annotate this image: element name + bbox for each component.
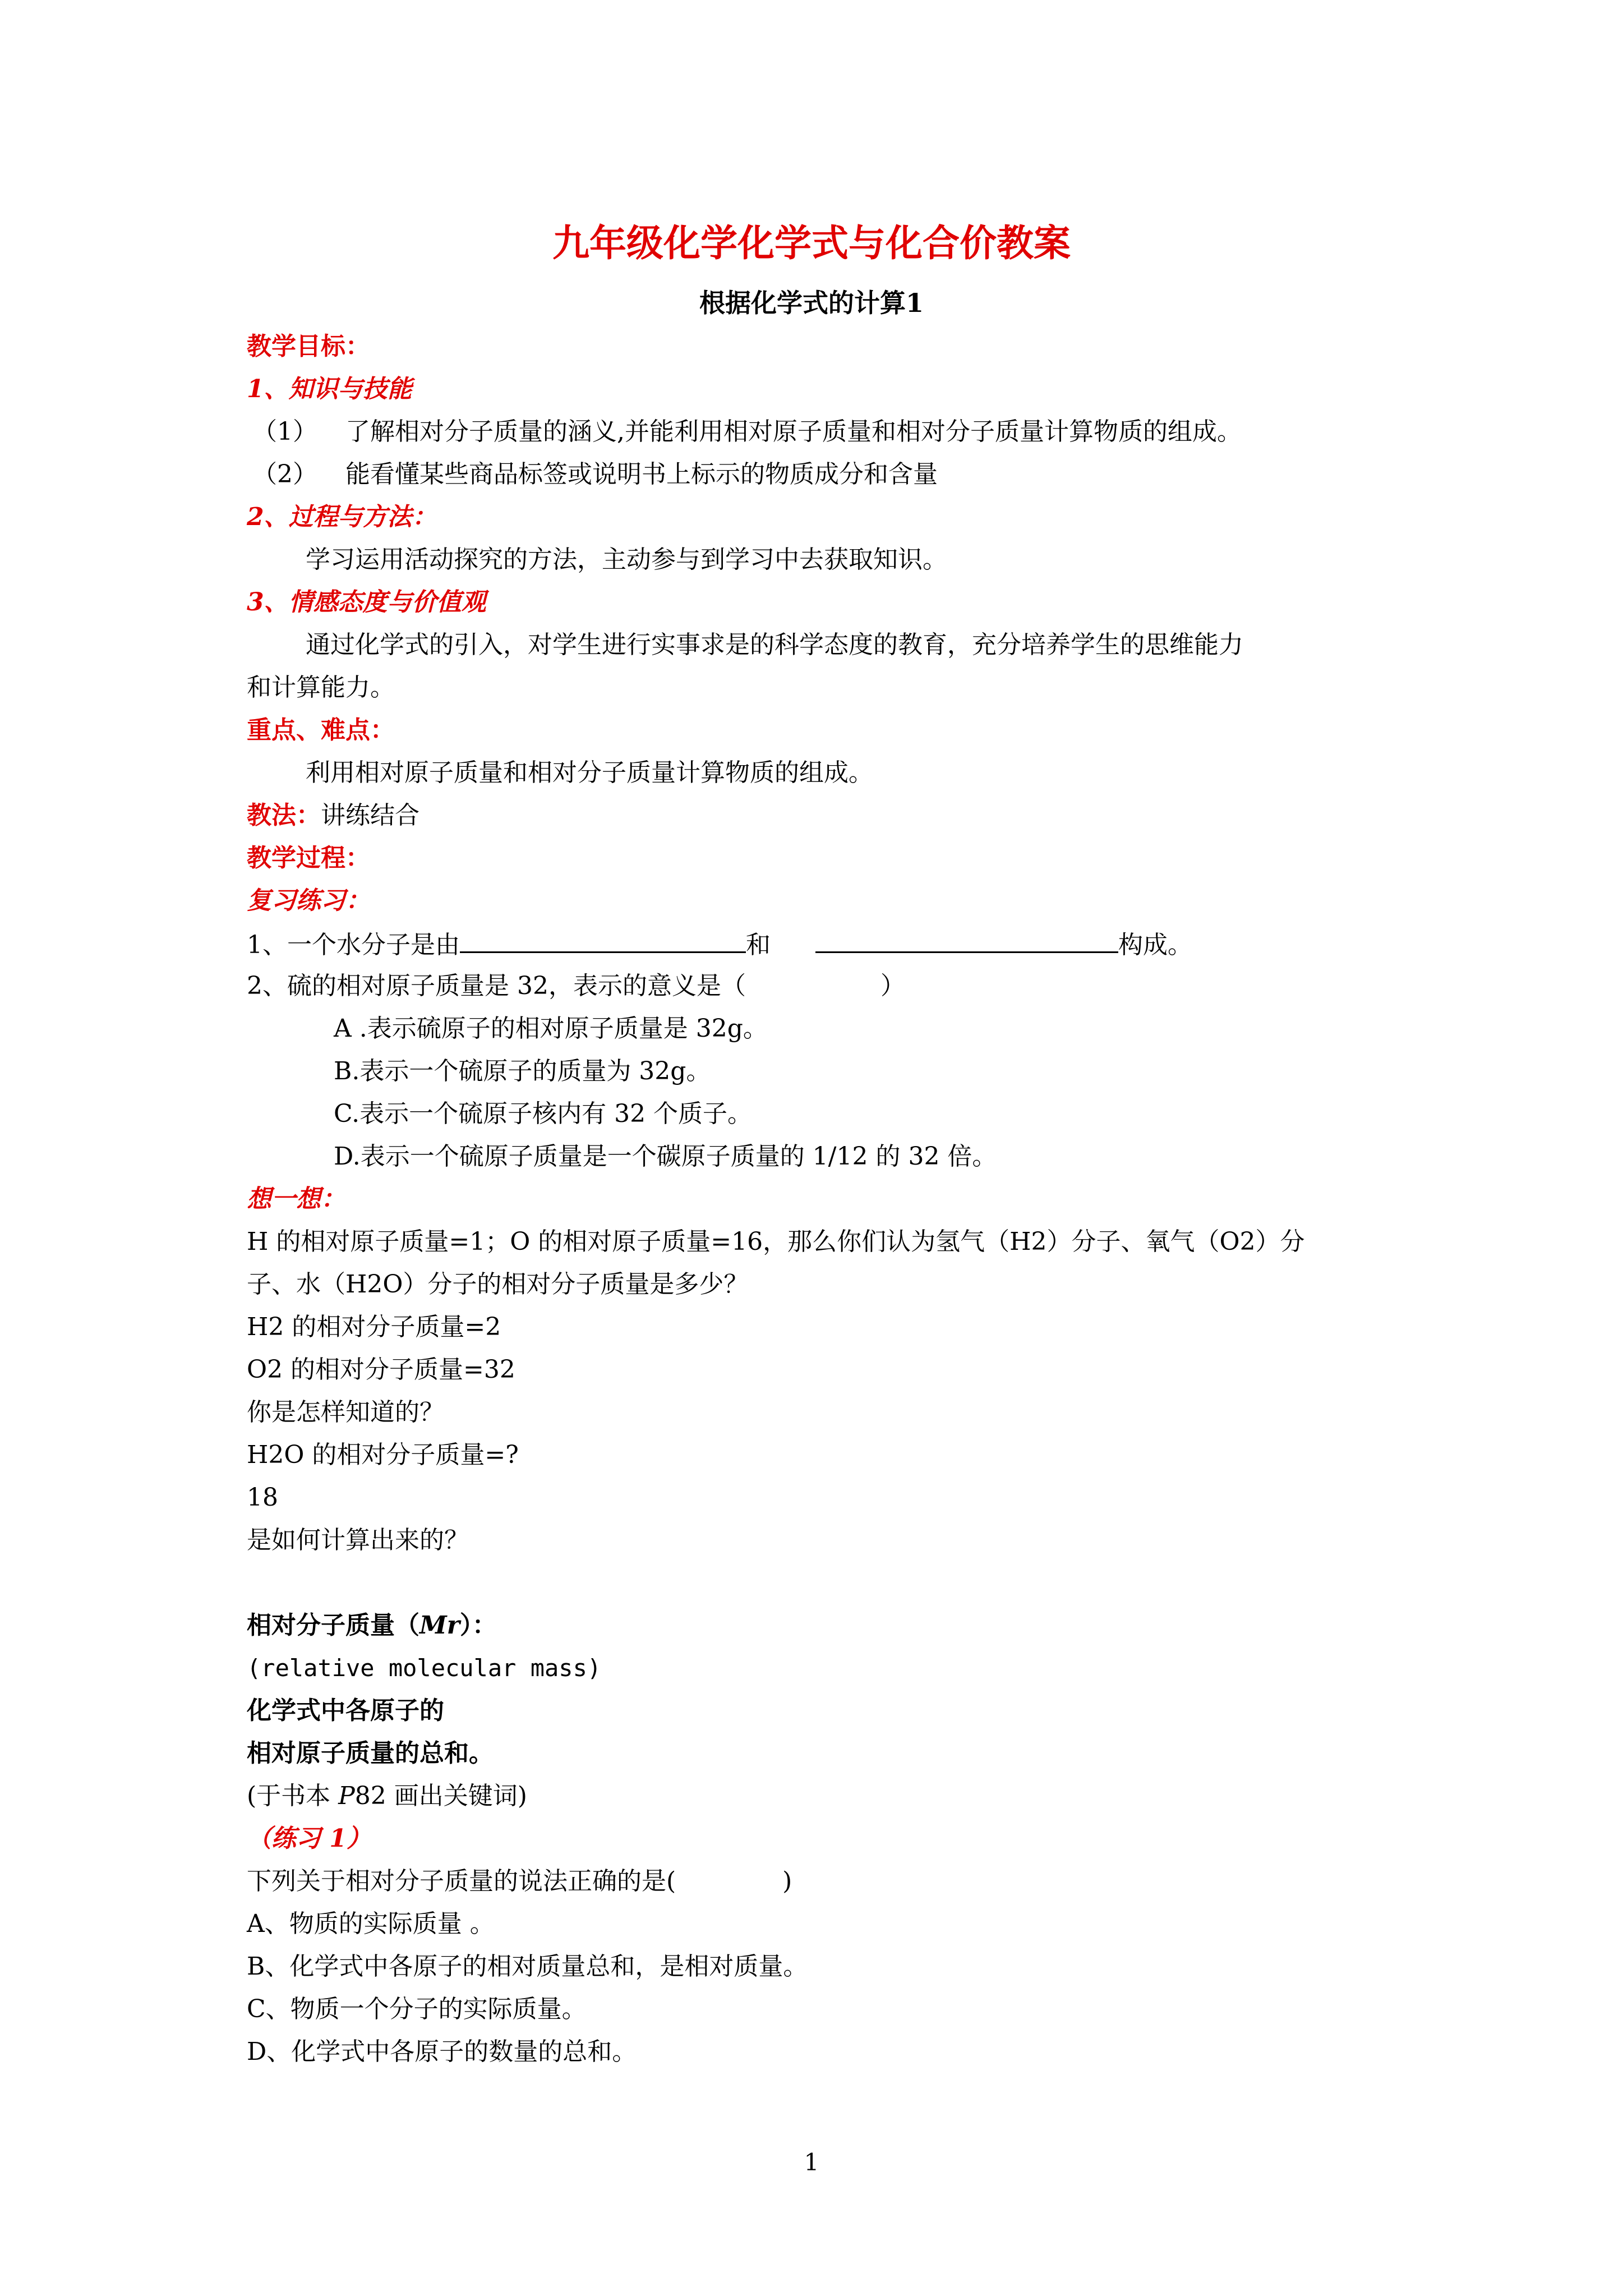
def-heading-b: ）： bbox=[459, 1611, 497, 1640]
definition-note bbox=[247, 1779, 527, 1813]
method-text: 讲练结合 bbox=[321, 801, 419, 830]
definition-line-1: 化学式中各原子的 bbox=[247, 1696, 444, 1725]
q1-mid: 和 bbox=[746, 931, 771, 959]
ex1-option-a: A、物质的实际质量 。 bbox=[247, 1910, 495, 1938]
method-label: 教法： bbox=[247, 801, 321, 830]
method-line bbox=[247, 799, 419, 832]
q2-prefix: 2、硫的相对原子质量是 32，表示的意义是（ bbox=[247, 972, 746, 1000]
exercise1-heading: （练习 1） bbox=[247, 1824, 371, 1853]
definition-english: (relative molecular mass) bbox=[247, 1654, 602, 1682]
think-line-4: O2 的相对分子质量=32 bbox=[247, 1355, 515, 1384]
answer-blank-2[interactable] bbox=[815, 927, 1118, 953]
goals-heading: 教学目标： bbox=[247, 332, 370, 361]
section2-heading: 2、过程与方法： bbox=[247, 503, 437, 531]
think-line-6: H2O 的相对分子质量=? bbox=[247, 1441, 519, 1469]
q1-suffix: 构成。 bbox=[1118, 931, 1192, 959]
answer-blank-1[interactable] bbox=[460, 927, 746, 953]
s1-item2 bbox=[252, 458, 938, 491]
ex1-option-c: C、物质一个分子的实际质量。 bbox=[247, 1995, 587, 2023]
def-note-b: 82 画出关键词) bbox=[354, 1782, 527, 1810]
s1-item2-num: （2） bbox=[252, 460, 317, 489]
document-title: 九年级化学化学式与化合价教案 bbox=[552, 221, 1071, 265]
think-line-1: H 的相对原子质量=1；O 的相对原子质量=16，那么你们认为氢气（H2）分子、氧气（O2）分 bbox=[247, 1227, 1305, 1256]
think-line-8: 是如何计算出来的？ bbox=[247, 1526, 469, 1554]
q2-option-b: B.表示一个硫原子的质量为 32g。 bbox=[334, 1057, 711, 1085]
section3-text-line2: 和计算能力。 bbox=[247, 673, 395, 702]
s1-item2-text: 能看懂某些商品标签或说明书上标示的物质成分和含量 bbox=[345, 460, 938, 489]
ex1-option-d: D、化学式中各原子的数量的总和。 bbox=[247, 2037, 637, 2066]
exercise1-question bbox=[247, 1865, 792, 1898]
section3-text-line1: 通过化学式的引入，对学生进行实事求是的科学态度的教育，充分培养学生的思维能力 bbox=[306, 631, 1243, 659]
def-heading-mr: Mr bbox=[419, 1611, 460, 1640]
section1-heading: 1、知识与技能 bbox=[247, 375, 412, 403]
question-2 bbox=[247, 969, 905, 1003]
q2-option-a: A .表示硫原子的相对原子质量是 32g。 bbox=[334, 1014, 768, 1043]
think-line-3: H2 的相对分子质量=2 bbox=[247, 1313, 501, 1341]
think-line-5: 你是怎样知道的？ bbox=[247, 1398, 444, 1427]
ex1-q-suffix: ) bbox=[782, 1867, 792, 1895]
q2-suffix: ） bbox=[880, 972, 905, 1000]
q1-prefix: 1、一个水分子是由 bbox=[247, 931, 460, 959]
def-note-a: (于书本 bbox=[247, 1782, 339, 1810]
def-note-p: P bbox=[338, 1782, 355, 1810]
think-line-7: 18 bbox=[247, 1483, 278, 1512]
question-1 bbox=[247, 927, 1192, 962]
section2-text: 学习运用活动探究的方法，主动参与到学习中去获取知识。 bbox=[306, 545, 947, 574]
think-heading: 想一想： bbox=[247, 1185, 345, 1213]
def-heading-a: 相对分子质量（ bbox=[247, 1611, 419, 1640]
key-points-heading: 重点、难点： bbox=[247, 716, 395, 744]
key-points-text: 利用相对原子质量和相对分子质量计算物质的组成。 bbox=[306, 758, 873, 787]
section3-heading: 3、情感态度与价值观 bbox=[247, 588, 486, 616]
s1-item1-num: （1） bbox=[252, 417, 317, 446]
ex1-option-b: B、化学式中各原子的相对质量总和，是相对质量。 bbox=[247, 1952, 808, 1981]
process-heading: 教学过程： bbox=[247, 844, 370, 872]
review-heading: 复习练习： bbox=[247, 886, 370, 915]
page-number: 1 bbox=[804, 2148, 819, 2176]
s1-item1 bbox=[252, 415, 1242, 449]
q2-option-c: C.表示一个硫原子核内有 32 个质子。 bbox=[334, 1099, 753, 1128]
ex1-q-prefix: 下列关于相对分子质量的说法正确的是( bbox=[247, 1867, 676, 1895]
s1-item1-text: 了解相对分子质量的涵义,并能利用相对原子质量和相对分子质量计算物质的组成。 bbox=[345, 417, 1242, 446]
definition-heading bbox=[247, 1609, 497, 1642]
q2-option-d: D.表示一个硫原子质量是一个碳原子质量的 1/12 的 32 倍。 bbox=[334, 1142, 997, 1171]
definition-line-2: 相对原子质量的总和。 bbox=[247, 1739, 494, 1768]
think-line-2: 子、水（H2O）分子的相对分子质量是多少？ bbox=[247, 1270, 749, 1299]
document-subtitle: 根据化学式的计算1 bbox=[699, 288, 924, 318]
